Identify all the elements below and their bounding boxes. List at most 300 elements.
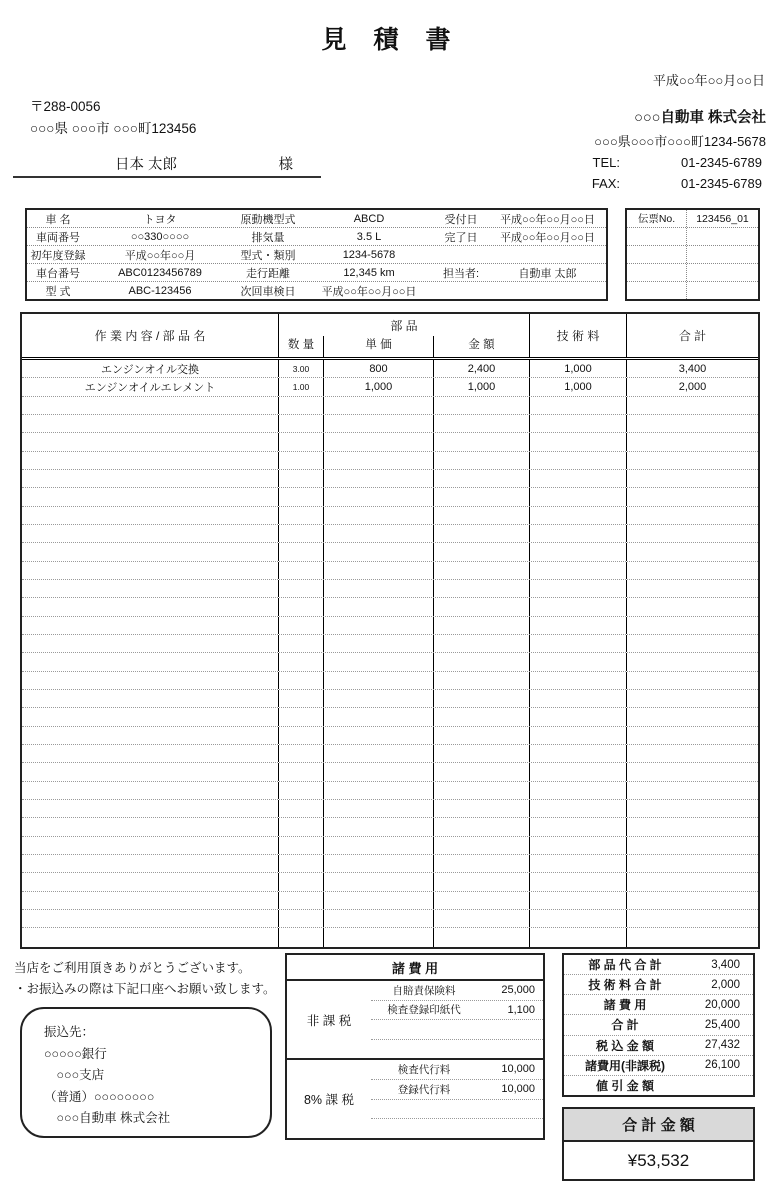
item-row [22, 488, 758, 506]
item-name-cell [22, 580, 279, 597]
item-labor-cell [530, 580, 627, 597]
item-qty-cell [279, 598, 324, 615]
item-unit-price-cell [324, 928, 434, 946]
vehicle-label: 原動機型式 [240, 213, 296, 226]
item-amount-cell [434, 708, 530, 725]
item-unit-price-cell [324, 653, 434, 670]
header-quantity: 数 量 [279, 336, 324, 357]
item-qty-cell [279, 653, 324, 670]
slip-row [627, 264, 758, 282]
bank-line: ○○○支店 [44, 1068, 105, 1082]
item-amount-cell [434, 873, 530, 890]
slip-no-value: 123456_01 [696, 212, 749, 225]
item-qty-cell [279, 635, 324, 652]
item-labor-cell [530, 415, 627, 432]
vehicle-value: 平成○○年○○月○○日 [321, 285, 417, 298]
fee-row [371, 981, 543, 1001]
item-unit-price-cell [324, 488, 434, 505]
fee-row [371, 1119, 543, 1138]
item-amount-cell [434, 488, 530, 505]
vehicle-value: ABC0123456789 [118, 266, 202, 279]
item-name-cell [22, 598, 279, 615]
item-row [22, 708, 758, 726]
item-unit-price-cell [324, 635, 434, 652]
item-amount-cell [434, 470, 530, 487]
header-amount: 金 額 [468, 339, 495, 351]
item-name-cell [22, 928, 279, 946]
item-row [22, 525, 758, 543]
item-total-cell [627, 452, 758, 469]
item-labor-cell [530, 708, 627, 725]
item-total-cell [627, 763, 758, 780]
item-name-cell [22, 507, 279, 524]
item-name-cell [22, 397, 279, 414]
recipient-name: 日本 太郎 [115, 156, 178, 173]
header-unit-price: 単 価 [324, 336, 434, 357]
item-amount-cell [434, 837, 530, 854]
item-qty-cell [279, 873, 324, 890]
item-name-cell [22, 525, 279, 542]
slip-empty-cell [627, 282, 687, 299]
item-total-cell [627, 892, 758, 909]
item-name-cell [22, 763, 279, 780]
fees-title: 諸 費 用 [287, 955, 543, 981]
item-qty-cell [279, 672, 324, 689]
item-labor-cell [530, 562, 627, 579]
item-unit-price-cell [324, 415, 434, 432]
vehicle-label: 型式・類別 [240, 249, 296, 262]
item-name-cell [22, 653, 279, 670]
company-name: ○○○自動車 株式会社 [634, 110, 766, 126]
item-labor-cell [530, 873, 627, 890]
item-labor-cell [530, 452, 627, 469]
item-row [22, 727, 758, 745]
vehicle-row [27, 228, 606, 246]
vehicle-label: 初年度登録 [30, 249, 86, 262]
item-labor-cell [530, 727, 627, 744]
item-labor-cell [530, 635, 627, 652]
item-total-cell [627, 690, 758, 707]
item-name-cell [22, 452, 279, 469]
item-qty-cell: 1.00 [279, 378, 324, 395]
item-unit-price-cell [324, 397, 434, 414]
bank-line: 振込先： [44, 1025, 95, 1039]
item-amount-cell [434, 818, 530, 835]
totals-value: 26,100 [704, 1059, 740, 1072]
item-row [22, 433, 758, 451]
vehicle-value: ○○330○○○○ [130, 230, 190, 243]
item-total-cell [627, 672, 758, 689]
item-unit-price-cell: 1,000 [324, 378, 434, 395]
item-qty-cell [279, 397, 324, 414]
tel-label: TEL: [592, 155, 620, 170]
item-labor-cell [530, 672, 627, 689]
item-labor-cell [530, 928, 627, 946]
item-unit-price-cell [324, 562, 434, 579]
totals-row [564, 995, 753, 1015]
totals-value: 2,000 [711, 978, 740, 991]
item-unit-price-cell [324, 892, 434, 909]
item-total-cell [627, 708, 758, 725]
slip-empty-cell [687, 246, 758, 263]
item-name-cell [22, 782, 279, 799]
fax-label: FAX: [591, 176, 620, 191]
fees-table [285, 953, 545, 1140]
thanks-message: 当店をご利用頂きありがとうございます。 [14, 961, 251, 975]
item-qty-cell [279, 470, 324, 487]
item-unit-price-cell [324, 598, 434, 615]
item-name-cell [22, 910, 279, 927]
item-total-cell [627, 580, 758, 597]
item-qty-cell: 3.00 [279, 360, 324, 377]
item-qty-cell [279, 818, 324, 835]
item-unit-price-cell [324, 782, 434, 799]
item-total-cell [627, 543, 758, 560]
item-amount-cell [434, 397, 530, 414]
vehicle-label: 完了日 [444, 231, 478, 244]
item-name-cell [22, 708, 279, 725]
vehicle-label: 車台番号 [36, 267, 80, 280]
item-row [22, 910, 758, 928]
item-total-cell [627, 873, 758, 890]
item-amount-cell [434, 892, 530, 909]
item-labor-cell [530, 617, 627, 634]
fee-section [287, 1058, 543, 1138]
vehicle-value: 平成○○年○○月○○日 [500, 213, 595, 226]
fee-item-name: 検査登録印紙代 [387, 1004, 461, 1017]
vehicle-row [27, 282, 606, 299]
slip-row [627, 228, 758, 246]
item-unit-price-cell [324, 470, 434, 487]
item-total-cell [627, 653, 758, 670]
item-unit-price-cell [324, 617, 434, 634]
recipient-honorific: 様 [278, 156, 293, 173]
fee-row [371, 1080, 543, 1100]
item-name-cell [22, 543, 279, 560]
item-unit-price-cell [324, 837, 434, 854]
item-amount-cell [434, 928, 530, 946]
fee-rows [371, 981, 543, 1058]
item-name-cell [22, 672, 279, 689]
item-amount-cell [434, 690, 530, 707]
vehicle-label: 車両番号 [36, 231, 80, 244]
item-name-cell [22, 488, 279, 505]
vehicle-value: ABC-123456 [128, 284, 192, 297]
items-table-body [22, 360, 758, 947]
item-amount-cell [434, 525, 530, 542]
vehicle-value: 平成○○年○○月 [124, 249, 196, 262]
item-unit-price-cell [324, 452, 434, 469]
recipient-line [13, 150, 321, 178]
totals-value: 3,400 [711, 958, 740, 971]
item-row [22, 452, 758, 470]
item-name-cell [22, 562, 279, 579]
item-row [22, 800, 758, 818]
item-qty-cell [279, 507, 324, 524]
item-qty-cell [279, 892, 324, 909]
item-amount-cell [434, 763, 530, 780]
item-labor-cell [530, 525, 627, 542]
item-row [22, 672, 758, 690]
item-unit-price-cell [324, 690, 434, 707]
header-parts-group [279, 314, 530, 357]
item-total-cell [627, 635, 758, 652]
item-row [22, 653, 758, 671]
item-name-cell [22, 800, 279, 817]
item-row [22, 562, 758, 580]
items-table [20, 312, 760, 949]
vehicle-row [27, 264, 606, 282]
item-name-cell [22, 690, 279, 707]
header-labor-fee: 技 術 料 [530, 314, 627, 357]
company-block [592, 106, 766, 194]
item-labor-cell [530, 598, 627, 615]
totals-label: 合 計 [611, 1018, 639, 1033]
item-amount-cell: 2,400 [434, 360, 530, 377]
grand-total-label: 合 計 金 額 [564, 1109, 753, 1142]
item-amount-cell [434, 598, 530, 615]
item-total-cell [627, 562, 758, 579]
fax-value: 01-2345-6789 [681, 176, 762, 191]
item-unit-price-cell [324, 543, 434, 560]
item-amount-cell [434, 415, 530, 432]
totals-row [564, 975, 753, 995]
item-amount-cell [434, 562, 530, 579]
item-name-cell: エンジンオイル交換 [22, 360, 279, 377]
item-labor-cell [530, 855, 627, 872]
item-total-cell: 3,400 [678, 362, 707, 375]
vehicle-value: トヨタ [143, 213, 177, 226]
item-qty-cell [279, 543, 324, 560]
document-date: 平成○○年○○月○○日 [652, 73, 765, 88]
totals-label: 値 引 金 額 [595, 1078, 654, 1093]
header-parts: 部 品 [390, 318, 418, 333]
bank-box [20, 1007, 272, 1138]
item-unit-price-cell [324, 745, 434, 762]
vehicle-label: 受付日 [444, 213, 478, 226]
fee-tax-category-label: 非 課 税 [306, 1013, 352, 1028]
item-amount-cell [434, 672, 530, 689]
item-qty-cell [279, 562, 324, 579]
item-labor-cell [530, 653, 627, 670]
vehicle-row [27, 210, 606, 228]
item-unit-price-cell [324, 727, 434, 744]
item-labor-cell [530, 745, 627, 762]
item-labor-cell [530, 910, 627, 927]
item-amount-cell [434, 653, 530, 670]
vehicle-label: 型 式 [45, 285, 71, 298]
item-total-cell [627, 415, 758, 432]
item-qty-cell [279, 617, 324, 634]
grand-total-box [562, 1107, 755, 1181]
item-row [22, 543, 758, 561]
item-total-cell [627, 433, 758, 450]
customer-block [30, 96, 196, 140]
item-qty-cell [279, 745, 324, 762]
item-row [22, 873, 758, 891]
item-row [22, 818, 758, 836]
fee-item-name: 自賠責保険料 [392, 984, 456, 997]
item-qty-cell [279, 525, 324, 542]
item-name-cell [22, 433, 279, 450]
totals-label: 諸 費 用 [603, 998, 647, 1013]
item-qty-cell [279, 910, 324, 927]
item-unit-price-cell: 800 [324, 360, 434, 377]
item-row [22, 635, 758, 653]
item-qty-cell [279, 928, 324, 946]
fee-item-name: 検査代行料 [397, 1063, 451, 1076]
item-row [22, 837, 758, 855]
item-amount-cell [434, 580, 530, 597]
item-row [22, 580, 758, 598]
item-total-cell [627, 507, 758, 524]
item-amount-cell [434, 635, 530, 652]
item-labor-cell [530, 892, 627, 909]
fee-tax-category-label: 8% 課 税 [303, 1093, 354, 1107]
item-name-cell [22, 745, 279, 762]
bank-line: （普通）○○○○○○○○ [44, 1089, 155, 1104]
header-work-description: 作 業 内 容 / 部 品 名 [22, 314, 279, 357]
item-amount-cell [434, 727, 530, 744]
item-row [22, 378, 758, 396]
slip-empty-cell [627, 264, 687, 281]
totals-value: 25,400 [704, 1018, 740, 1031]
item-amount-cell [434, 745, 530, 762]
totals-label: 技 術 料 合 計 [588, 978, 662, 993]
item-total-cell: 2,000 [678, 380, 707, 393]
item-amount-cell [434, 543, 530, 560]
item-labor-cell: 1,000 [530, 378, 627, 395]
vehicle-info-table [25, 208, 608, 301]
item-total-cell [627, 855, 758, 872]
item-total-cell [627, 617, 758, 634]
fee-item-value: 10,000 [501, 1083, 535, 1096]
slip-empty-cell [687, 282, 758, 299]
item-qty-cell [279, 452, 324, 469]
item-name-cell [22, 855, 279, 872]
item-name-cell [22, 837, 279, 854]
item-qty-cell [279, 580, 324, 597]
fee-section [287, 981, 543, 1058]
items-table-header [22, 314, 758, 360]
item-labor-cell [530, 690, 627, 707]
vehicle-row [27, 246, 606, 264]
bank-line: ○○○○○銀行 [44, 1046, 107, 1061]
item-unit-price-cell [324, 708, 434, 725]
vehicle-label: 排気量 [251, 231, 285, 244]
company-fax-row [592, 173, 766, 194]
item-labor-cell: 1,000 [530, 360, 627, 377]
item-labor-cell [530, 800, 627, 817]
totals-label: 税 込 金 額 [595, 1038, 654, 1053]
company-tel-row [592, 152, 766, 173]
item-amount-cell [434, 507, 530, 524]
vehicle-label: 走行距離 [246, 267, 290, 280]
fee-row [371, 1020, 543, 1040]
item-labor-cell [530, 763, 627, 780]
item-labor-cell [530, 397, 627, 414]
transfer-note: ・お振込みの際は下記口座へお願い致します。 [14, 982, 276, 996]
item-qty-cell [279, 488, 324, 505]
item-name-cell [22, 892, 279, 909]
item-name-cell [22, 727, 279, 744]
totals-table [562, 953, 755, 1097]
item-labor-cell [530, 782, 627, 799]
totals-row [564, 1036, 753, 1056]
item-row [22, 617, 758, 635]
item-qty-cell [279, 727, 324, 744]
item-qty-cell [279, 855, 324, 872]
item-labor-cell [530, 507, 627, 524]
item-qty-cell [279, 782, 324, 799]
fee-row [371, 1100, 543, 1120]
item-row [22, 415, 758, 433]
item-unit-price-cell [324, 910, 434, 927]
item-total-cell [627, 727, 758, 744]
company-address: ○○○県○○○市○○○町1234-5678 [594, 134, 766, 149]
slip-empty-cell [687, 264, 758, 281]
item-total-cell [627, 525, 758, 542]
item-row [22, 470, 758, 488]
item-amount-cell [434, 433, 530, 450]
item-unit-price-cell [324, 433, 434, 450]
vehicle-label: 担当者: [442, 267, 480, 280]
item-unit-price-cell [324, 855, 434, 872]
item-amount-cell [434, 617, 530, 634]
item-labor-cell [530, 433, 627, 450]
vehicle-label: 車 名 [45, 213, 71, 226]
item-unit-price-cell [324, 800, 434, 817]
item-total-cell [627, 470, 758, 487]
fee-item-name: 登録代行料 [397, 1083, 451, 1096]
totals-value: 20,000 [704, 998, 740, 1011]
item-total-cell [627, 818, 758, 835]
item-row [22, 928, 758, 946]
item-total-cell [627, 910, 758, 927]
totals-label: 諸費用(非課税) [585, 1058, 665, 1073]
slip-row [627, 210, 758, 228]
header-total: 合 計 [678, 329, 707, 343]
fee-item-value: 25,000 [501, 984, 535, 997]
totals-value: 27,432 [704, 1039, 740, 1052]
bank-line: ○○○自動車 株式会社 [44, 1111, 171, 1125]
item-amount-cell [434, 452, 530, 469]
vehicle-value: 自動車 太郎 [518, 267, 577, 280]
item-qty-cell [279, 708, 324, 725]
item-amount-cell [434, 782, 530, 799]
vehicle-value: 1234-5678 [342, 248, 396, 261]
item-row [22, 360, 758, 378]
item-total-cell [627, 488, 758, 505]
item-row [22, 397, 758, 415]
slip-row [627, 282, 758, 299]
fee-row [371, 1040, 543, 1059]
item-unit-price-cell [324, 672, 434, 689]
totals-row [564, 1015, 753, 1035]
item-unit-price-cell [324, 763, 434, 780]
item-name-cell [22, 818, 279, 835]
item-row [22, 690, 758, 708]
slip-empty-cell [627, 228, 687, 245]
item-row [22, 855, 758, 873]
item-name-cell [22, 873, 279, 890]
item-name-cell [22, 635, 279, 652]
vehicle-label: 次回車検日 [240, 285, 296, 298]
vehicle-value: ABCD [353, 212, 385, 225]
item-unit-price-cell [324, 580, 434, 597]
fee-rows [371, 1060, 543, 1138]
item-qty-cell [279, 837, 324, 854]
